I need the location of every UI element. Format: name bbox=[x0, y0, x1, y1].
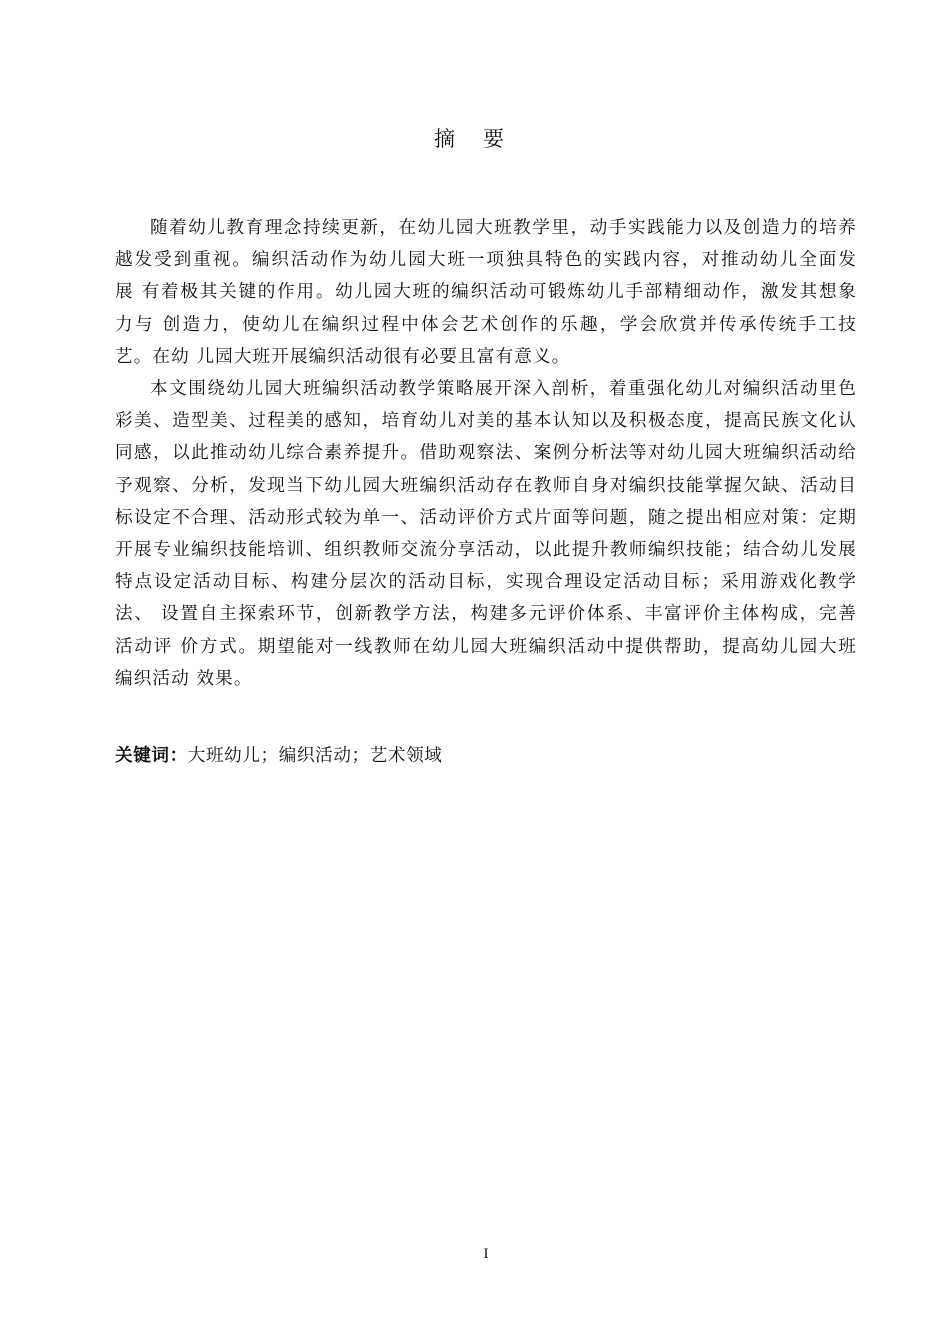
text-line: 随着幼儿教育理念持续更新，在幼儿园大班教学里，动手实践能力以及创造力的培养 bbox=[150, 218, 857, 238]
abstract-paragraph-1 bbox=[115, 212, 857, 373]
text-line: 同感，以此推动幼儿综合素养提升。借助观察法、案例分析法等对幼儿园大班编织活动给 bbox=[115, 443, 857, 464]
text-line: 标设定不合理、活动形式较为单一、活动评价方式片面等问题，随之提出相应对策：定期 bbox=[115, 507, 857, 528]
text-line: 艺。在幼 儿园大班开展编织活动很有必要且富有意义。 bbox=[115, 346, 571, 367]
abstract-body bbox=[115, 212, 857, 695]
keywords-line bbox=[115, 742, 443, 770]
text-line: 予观察、分析，发现当下幼儿园大班编织活动存在教师自身对编织技能掌握欠缺、活动目 bbox=[115, 475, 857, 496]
abstract-paragraph-2 bbox=[115, 373, 857, 695]
text-line: 编织活动 效果。 bbox=[115, 668, 253, 689]
keywords-value: 大班幼儿；编织活动；艺术领域 bbox=[187, 746, 443, 766]
text-line: 力与 创造力，使幼儿在编织过程中体会艺术创作的乐趣，学会欣赏并传承传统手工技 bbox=[115, 314, 857, 335]
keywords-label: 关键词： bbox=[115, 746, 188, 766]
text-line: 开展专业编织技能培训、组织教师交流分享活动，以此提升教师编织技能；结合幼儿发展 bbox=[115, 540, 857, 561]
text-line: 展 有着极其关键的作用。幼儿园大班的编织活动可锻炼幼儿手部精细动作，激发其想象 bbox=[115, 282, 857, 303]
text-line: 本文围绕幼儿园大班编织活动教学策略展开深入剖析，着重强化幼儿对编织活动里色 bbox=[150, 379, 857, 400]
text-line: 活动评 价方式。期望能对一线教师在幼儿园大班编织活动中提供帮助，提高幼儿园大班 bbox=[115, 636, 857, 657]
text-line: 彩美、造型美、过程美的感知，培育幼儿对美的基本认知以及积极态度，提高民族文化认 bbox=[115, 411, 857, 432]
text-line: 特点设定活动目标、构建分层次的活动目标，实现合理设定活动目标；采用游戏化教学 bbox=[115, 572, 857, 593]
page-number: I bbox=[483, 1246, 489, 1262]
page-title: 摘要 bbox=[434, 127, 532, 151]
text-line: 法、 设置自主探索环节，创新教学方法，构建多元评价体系、丰富评价主体构成，完善 bbox=[115, 604, 857, 625]
text-line: 越发受到重视。编织活动作为幼儿园大班一项独具特色的实践内容，对推动幼儿全面发 bbox=[115, 250, 857, 271]
